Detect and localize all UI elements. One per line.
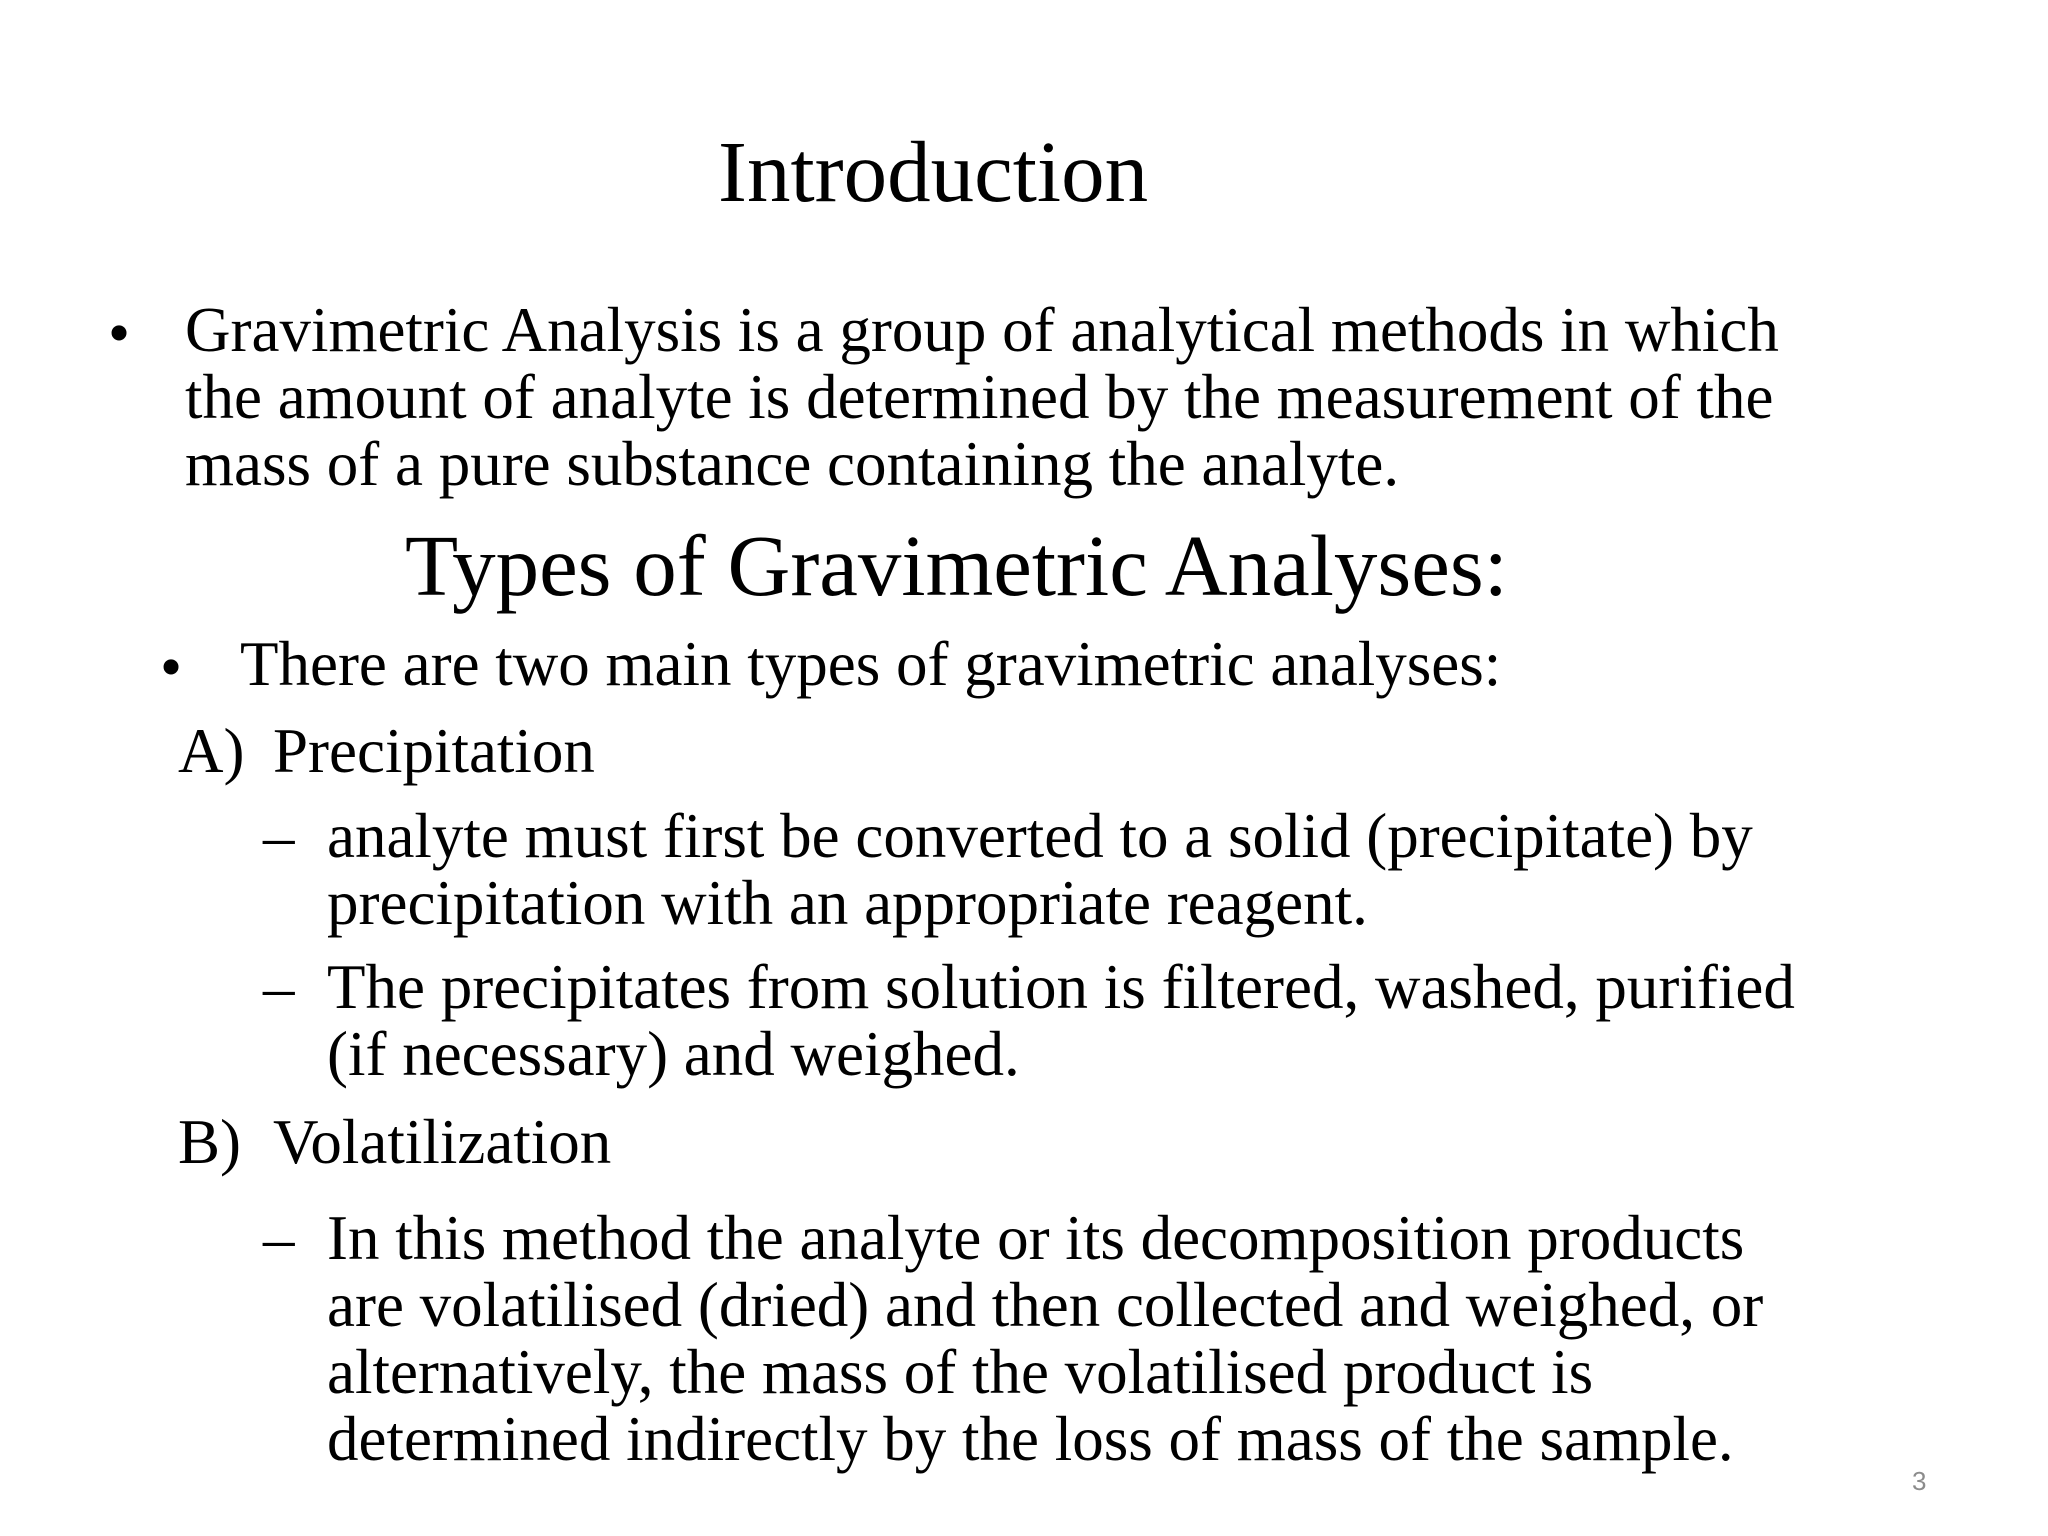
types-heading: Types of Gravimetric Analyses: (405, 517, 1508, 614)
type-b-point-1-line-1: In this method the analyte or its decomposition products (327, 1203, 1745, 1273)
type-a-point-2-line-2: (if necessary) and weighed. (327, 1019, 1020, 1089)
type-b-name: Volatilization (273, 1107, 612, 1177)
types-bullet-text: There are two main types of gravimetric analyses: (240, 629, 1502, 699)
intro-line-2: the amount of analyte is determined by the measurement of the (185, 362, 1774, 432)
types-bullet-marker: • (160, 632, 183, 702)
type-a-point-2-marker: – (263, 952, 295, 1022)
type-b-point-1-marker: – (263, 1203, 295, 1273)
type-b-point-1-line-2: are volatilised (dried) and then collected and weighed, or (327, 1270, 1764, 1340)
type-b-point-1-line-3: alternatively, the mass of the volatilised product is (327, 1337, 1594, 1407)
type-a-name: Precipitation (273, 716, 595, 786)
type-a-point-1-line-1: analyte must first be converted to a solid (precipitate) by (327, 801, 1753, 871)
type-a-label: A) (178, 716, 245, 786)
type-a-point-1-line-2: precipitation with an appropriate reagent. (327, 868, 1368, 938)
page-number: 3 (1912, 1466, 1927, 1496)
type-a-point-1-marker: – (263, 801, 295, 871)
type-a-point-2-line-1: The precipitates from solution is filtered, washed, purified (327, 952, 1795, 1022)
slide-title: Introduction (718, 123, 1149, 220)
intro-bullet-marker: • (108, 298, 131, 368)
intro-line-1: Gravimetric Analysis is a group of analytical methods in which (185, 295, 1779, 365)
type-b-label: B) (178, 1107, 241, 1177)
intro-line-3: mass of a pure substance containing the analyte. (185, 429, 1400, 499)
type-b-point-1-line-4: determined indirectly by the loss of mass of the sample. (327, 1404, 1734, 1474)
